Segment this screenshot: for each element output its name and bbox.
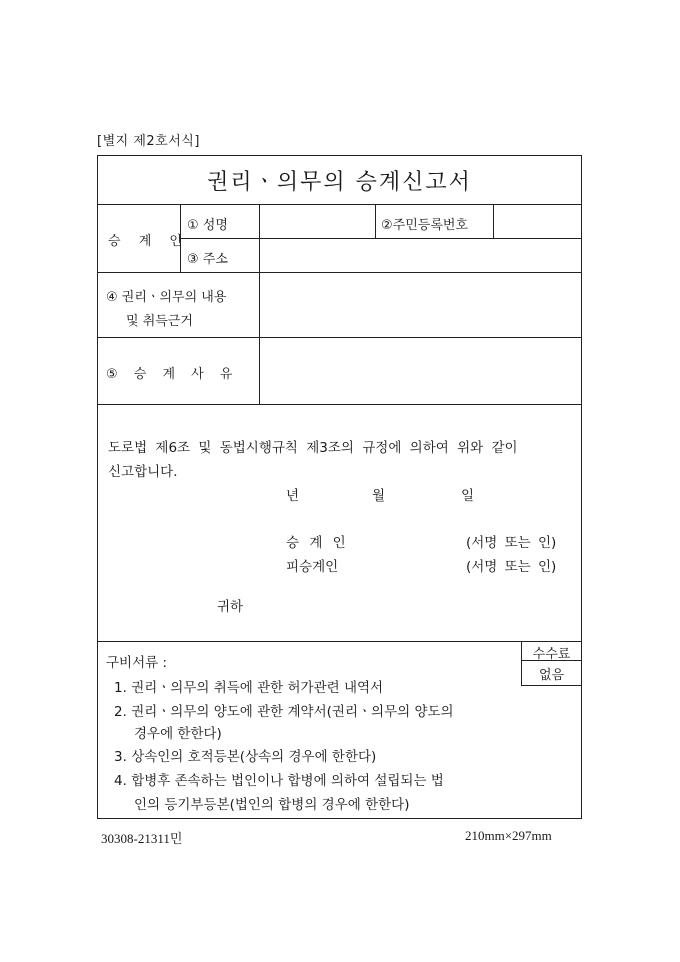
divider [97, 641, 582, 642]
rights-label-line2: 및 취득근거 [126, 314, 193, 329]
documents-title: 구비서류 : [106, 655, 168, 671]
rights-label-line1: ④ 권리ㆍ의무의 내용 [106, 290, 227, 305]
list-item-text: 권리ㆍ의무의 취득에 관한 허가관련 내역서 [131, 680, 384, 696]
divider [375, 204, 376, 238]
list-item-number: 1. [114, 680, 127, 696]
divider [493, 204, 494, 238]
signer-predecessor-sign: (서명 또는 인) [466, 559, 557, 575]
paper-size: 210mm×297mm [465, 828, 552, 843]
declaration-text: 도로법 제6조 및 동법시행규칙 제3조의 규정에 의하여 위와 같이 [108, 440, 518, 456]
reason-label: ⑤ 승 계 사 유 [106, 367, 239, 382]
divider [521, 685, 582, 686]
list-item-text: 권리ㆍ의무의 양도에 관한 계약서(권리ㆍ의무의 양도의 [131, 704, 454, 720]
address-label: ③ 주소 [187, 252, 228, 267]
successor-group-label: 승 계 인 [108, 234, 189, 249]
fee-label: 수수료 [532, 647, 571, 662]
signer-successor-sign: (서명 또는 인) [466, 535, 557, 551]
divider [180, 238, 582, 239]
divider [97, 272, 582, 273]
addressee-label: 귀하 [217, 599, 244, 615]
declaration-line1 [108, 436, 576, 456]
form-number-label: [별지 제2호서식] [97, 134, 200, 149]
list-item [114, 769, 444, 789]
list-item [114, 676, 383, 696]
declaration-line2: 신고합니다. [108, 464, 178, 480]
form-title: 권리ㆍ의무의 승계신고서 [207, 169, 472, 195]
signer-predecessor-label: 피승계인 [286, 559, 339, 575]
resident-number-field[interactable] [496, 207, 580, 236]
rights-field[interactable] [262, 275, 580, 335]
fee-value: 없음 [538, 668, 565, 683]
divider [97, 337, 582, 338]
list-item-number: 3. [114, 749, 127, 765]
reason-field[interactable] [262, 340, 580, 402]
date-day-label: 일 [461, 488, 475, 504]
form-code: 30308-21311민 [101, 831, 183, 846]
name-field[interactable] [262, 207, 372, 236]
list-item-number: 2. [114, 704, 127, 720]
signer-successor-label: 승 계 인 [286, 535, 349, 551]
list-item-number: 4. [114, 773, 127, 789]
name-label: ① 성명 [187, 218, 228, 233]
list-item-continuation: 인의 등기부등본(법인의 합병의 경우에 한한다) [134, 797, 410, 813]
address-field[interactable] [262, 241, 580, 270]
list-item [114, 700, 454, 720]
divider [259, 204, 260, 404]
resident-number-label: ②주민등록번호 [381, 218, 469, 233]
list-item-text: 상속인의 호적등본(상속의 경우에 한한다) [131, 749, 377, 765]
list-item-text: 합병후 존속하는 법인이나 합병에 의하여 설립되는 법 [131, 773, 444, 789]
date-month-label: 월 [372, 488, 386, 504]
divider [97, 404, 582, 405]
date-year-label: 년 [286, 488, 300, 504]
list-item-continuation: 경우에 한한다) [134, 726, 222, 742]
list-item [114, 745, 376, 765]
divider [97, 204, 582, 205]
